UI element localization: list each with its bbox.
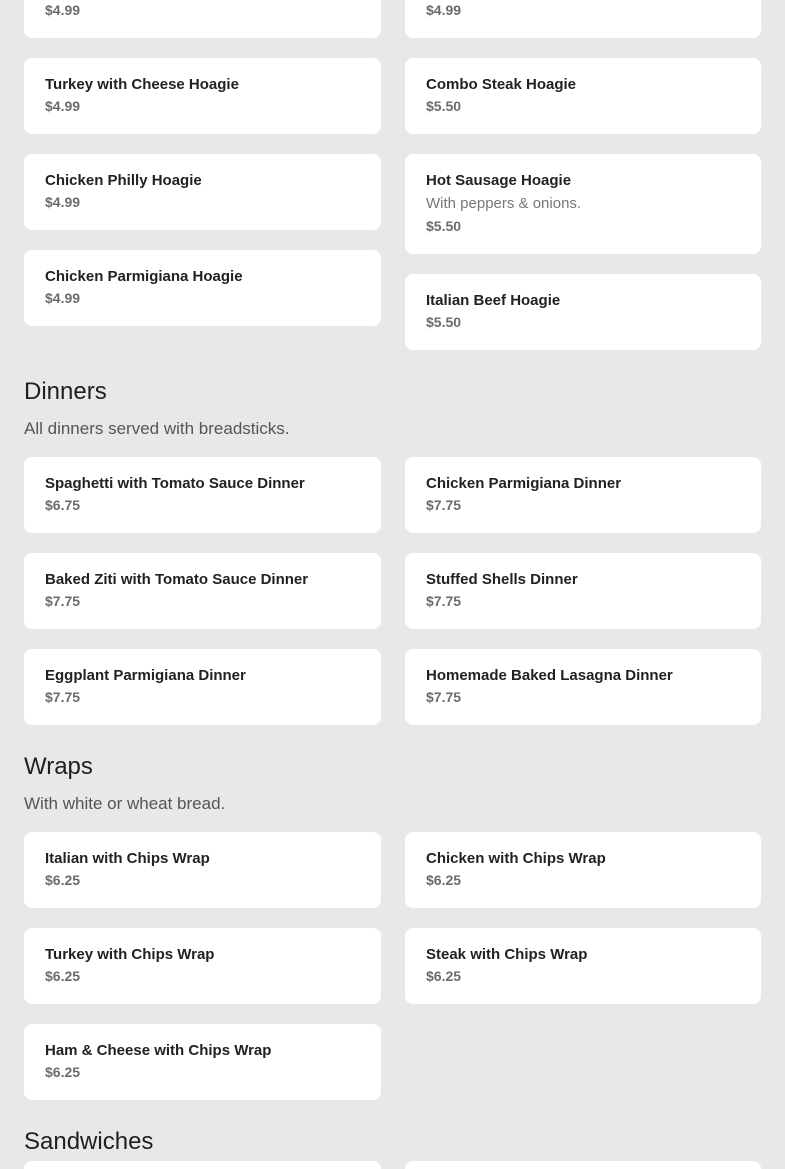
item-price: $6.25 <box>45 872 81 888</box>
menu-item-card[interactable] <box>405 274 761 350</box>
item-name: Chicken Parmigiana Dinner <box>426 475 622 492</box>
item-price: $5.50 <box>426 218 462 234</box>
section-subtitle-wraps: With white or wheat bread. <box>24 794 226 813</box>
item-name: Ham & Cheese with Chips Wrap <box>45 1042 272 1059</box>
item-name: Chicken Parmigiana Hoagie <box>45 268 243 285</box>
menu-item-card[interactable] <box>24 1161 381 1169</box>
item-price: $6.75 <box>45 497 81 513</box>
item-description: With peppers & onions. <box>426 195 582 212</box>
item-price: $7.75 <box>45 689 81 705</box>
menu-item-card[interactable] <box>24 457 381 533</box>
item-price: $6.25 <box>45 1064 81 1080</box>
menu-item-card[interactable] <box>24 250 381 326</box>
item-name: Turkey with Chips Wrap <box>45 946 215 963</box>
item-name: Combo Steak Hoagie <box>426 76 577 93</box>
item-name: Turkey with Cheese Hoagie <box>45 76 239 93</box>
menu-item-card[interactable] <box>405 832 761 908</box>
item-name: Eggplant Parmigiana Dinner <box>45 667 246 684</box>
menu-item-card[interactable] <box>405 553 761 629</box>
section-title-wraps: Wraps <box>24 753 93 780</box>
menu-item-card[interactable] <box>405 1161 761 1169</box>
item-name: Chicken with Chips Wrap <box>426 850 606 867</box>
item-price: $7.75 <box>426 497 462 513</box>
menu-item-card[interactable] <box>405 928 761 1004</box>
item-name: Italian Beef Hoagie <box>426 292 561 309</box>
item-price: $7.75 <box>45 593 81 609</box>
item-name: Hot Sausage Hoagie <box>426 172 572 189</box>
section-subtitle-dinners: All dinners served with breadsticks. <box>24 419 290 438</box>
menu-item-card[interactable] <box>24 154 381 230</box>
item-price: $6.25 <box>426 872 462 888</box>
menu-item-card[interactable] <box>24 0 381 38</box>
item-price: $6.25 <box>426 968 462 984</box>
item-name: Steak with Chips Wrap <box>426 946 588 963</box>
item-name: Homemade Baked Lasagna Dinner <box>426 667 673 684</box>
item-price: $4.99 <box>45 98 81 114</box>
item-price: $4.99 <box>45 194 81 210</box>
item-price: $4.99 <box>426 2 462 18</box>
menu-item-card[interactable] <box>24 649 381 725</box>
menu-item-card[interactable] <box>24 832 381 908</box>
item-price: $5.50 <box>426 98 462 114</box>
item-name: Baked Ziti with Tomato Sauce Dinner <box>45 571 309 588</box>
menu-item-card[interactable] <box>405 58 761 134</box>
item-price: $4.99 <box>45 2 81 18</box>
item-name: Spaghetti with Tomato Sauce Dinner <box>45 475 305 492</box>
menu-item-card[interactable] <box>405 649 761 725</box>
item-name: Italian with Chips Wrap <box>45 850 210 867</box>
menu-item-card[interactable] <box>405 154 761 254</box>
item-price: $5.50 <box>426 314 462 330</box>
section-title-dinners: Dinners <box>24 378 107 405</box>
menu-item-card[interactable] <box>405 0 761 38</box>
item-price: $4.99 <box>45 290 81 306</box>
item-price: $7.75 <box>426 593 462 609</box>
menu-item-card[interactable] <box>24 58 381 134</box>
menu-item-card[interactable] <box>24 553 381 629</box>
item-price: $6.25 <box>45 968 81 984</box>
section-title-sandwiches: Sandwiches <box>24 1128 154 1155</box>
item-name: Stuffed Shells Dinner <box>426 571 578 588</box>
menu-item-card[interactable] <box>24 1024 381 1100</box>
menu-item-card[interactable] <box>405 457 761 533</box>
item-name: Chicken Philly Hoagie <box>45 172 202 189</box>
menu-item-card[interactable] <box>24 928 381 1004</box>
item-price: $7.75 <box>426 689 462 705</box>
